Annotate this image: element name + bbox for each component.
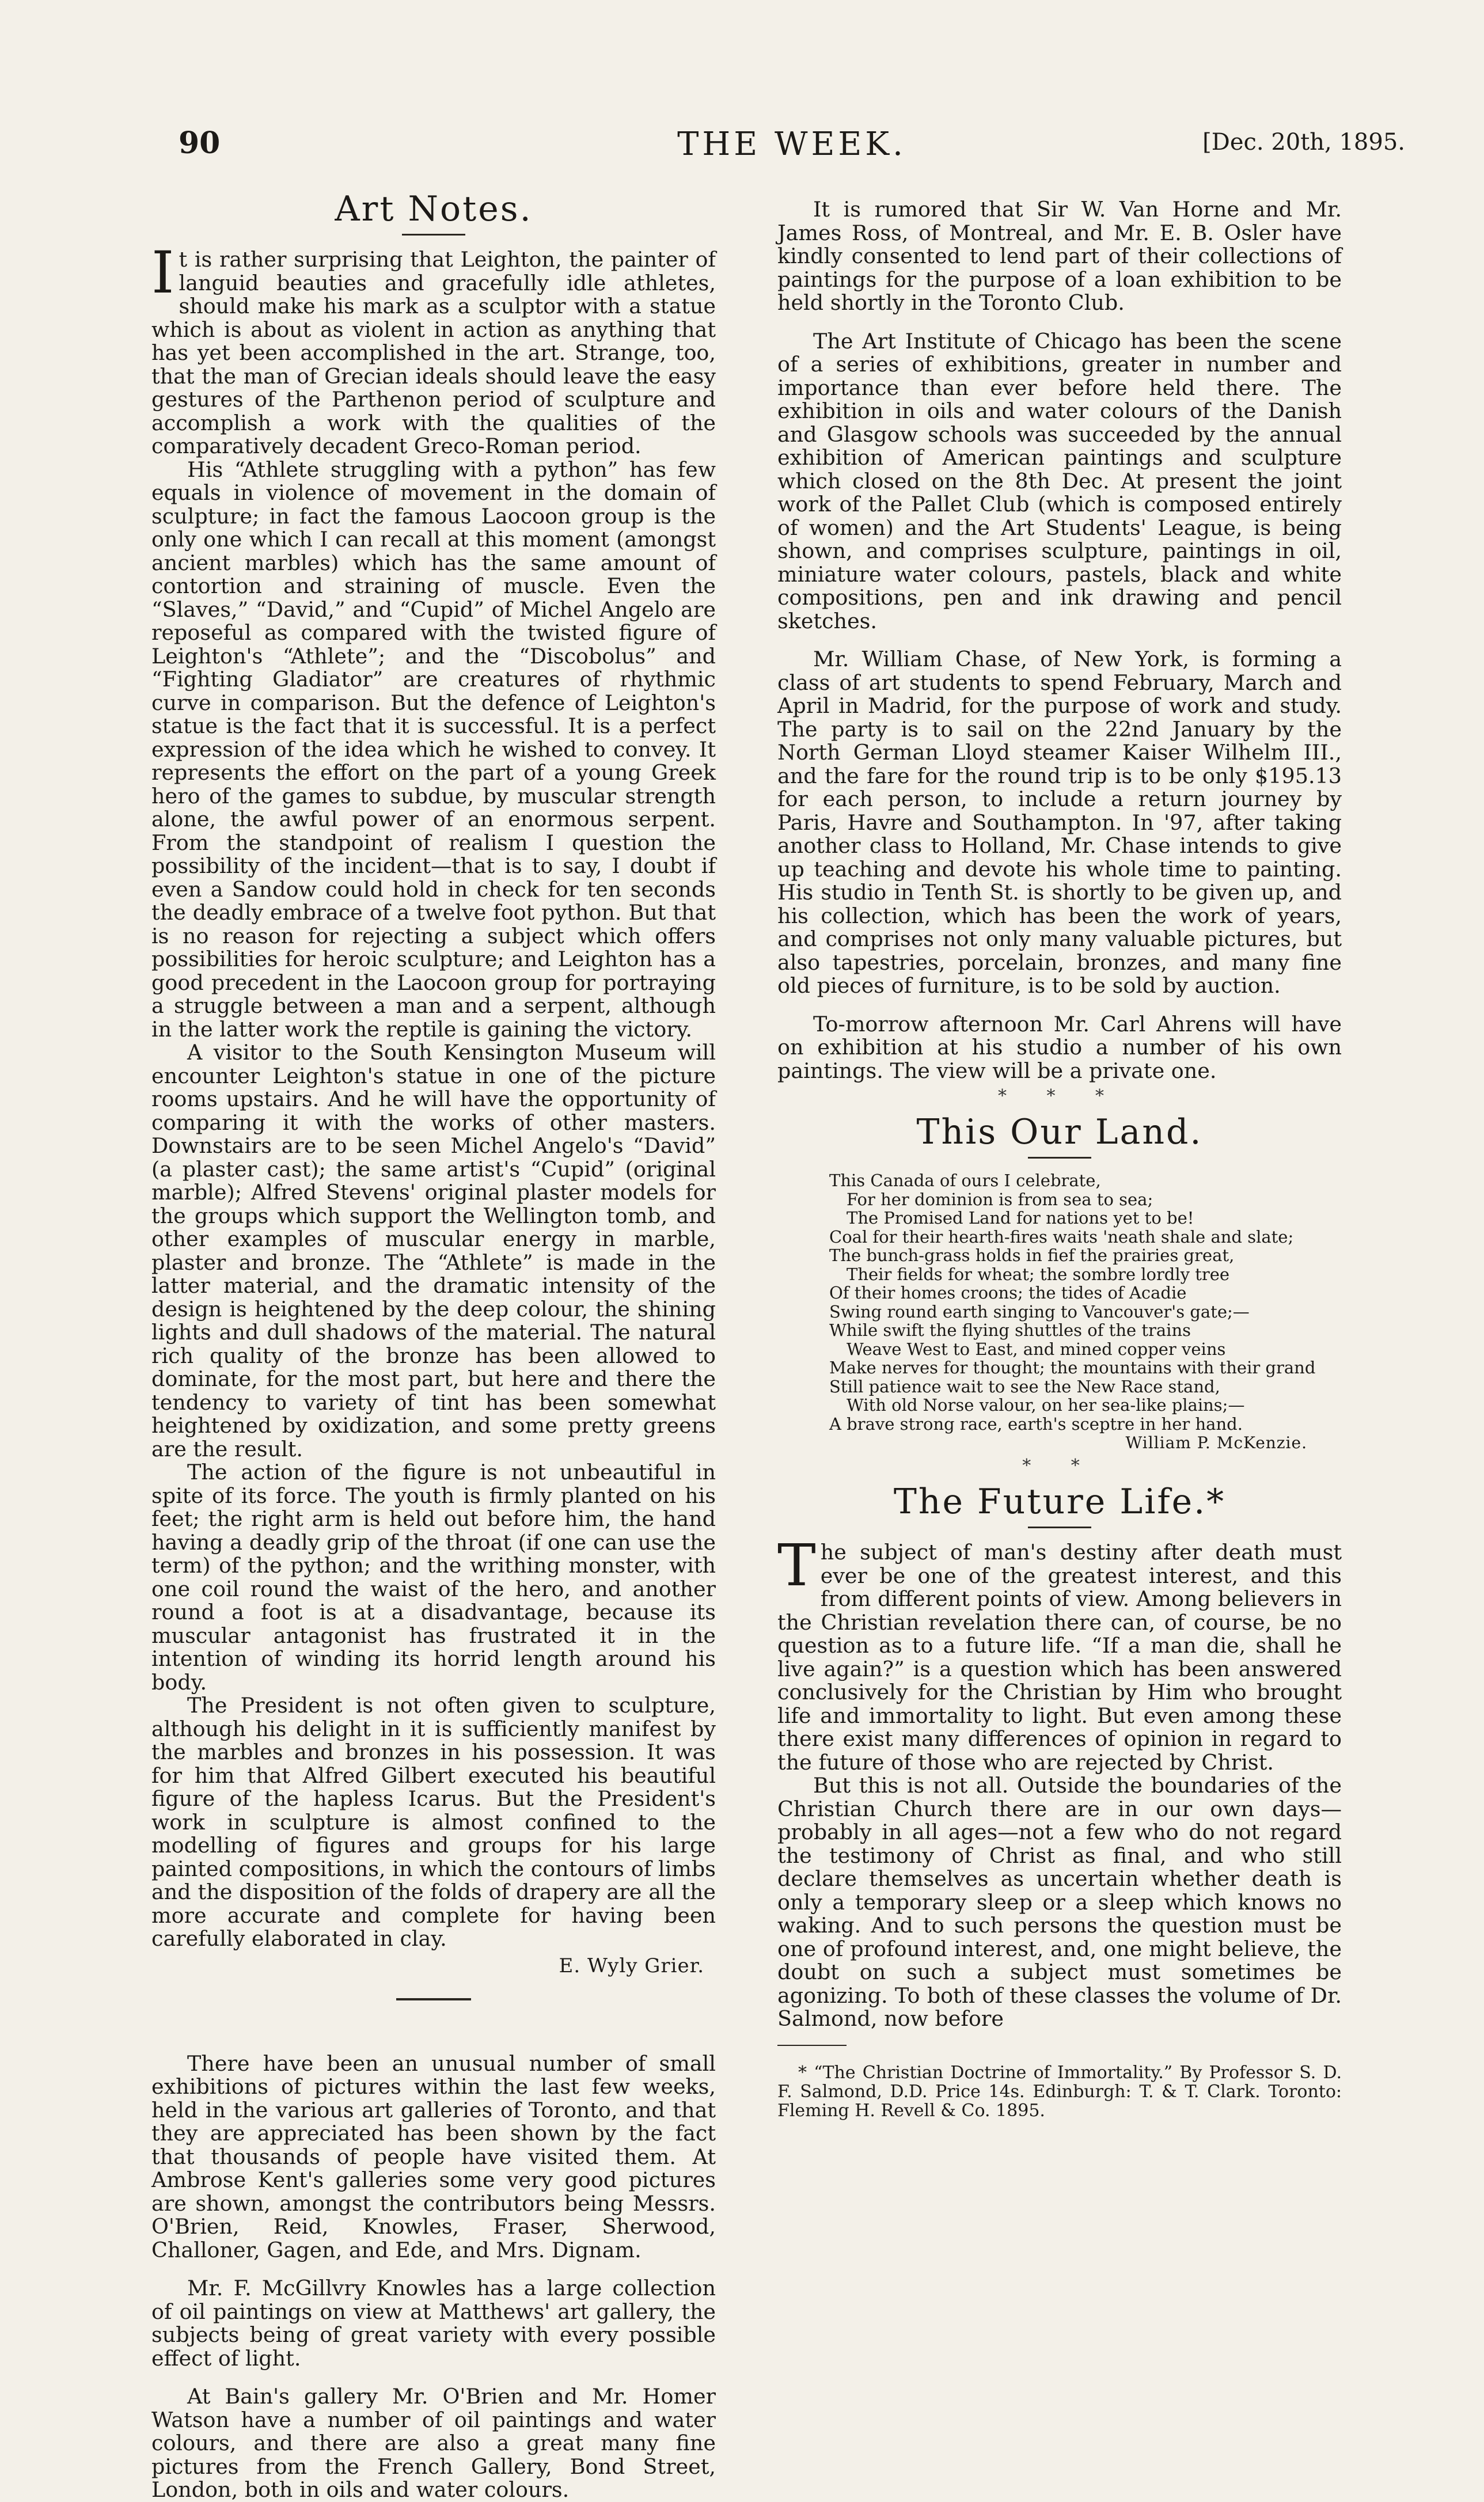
poem-line: While swift the flying shuttles of the trains — [829, 1320, 1191, 1340]
article-paragraph: It is rumored that Sir W. Van Horne and Mr. James Ross, of Montreal, and Mr. E. B. Osler have kindly consented to lend part of their collections of paintings for the purpose of a loan exhibition to be held shortly in the Toronto Club. — [777, 197, 1342, 315]
article-paragraph: A visitor to the South Kensington Museum will encounter Leighton's statue in one of the picture rooms upstairs. And he will have the opportunity of comparing it with the works of other masters. Downstairs are to be seen Michel Angelo's “David” (a plaster cast); the same artist's “Cupid” (original marble); Alfred Stevens' original plaster models for the groups which support the Wellington tomb, and other examples of muscular energy in marble, plaster and bronze. The “Athlete” is made in the latter material, and the dramatic intensity of the design is heightened by the deep colour, the shining lights and dull shadows of the material. The natural rich quality of the bronze has been allowed to dominate, for the most part, but here and there the tendency to variety of tint has been somewhat heightened by oxidization, and some pretty greens are the result. — [151, 1040, 716, 1461]
article-paragraph: To-morrow afternoon Mr. Carl Ahrens will have on exhibition at his studio a number of his own paintings. The view will be a private one. — [777, 1011, 1342, 1083]
article-paragraph: There have been an unusual number of small exhibitions of pictures within the last few weeks, held in the various art galleries of Toronto, and that they are appreciated has been shown by the fact that thousands of people have visited them. At Ambrose Kent's galleries some very good pictures are shown, amongst the contributors being Messrs. O'Brien, Reid, Knowles, Fraser, Sherwood, Challoner, Gagen, and Ede, and Mrs. Dignam. — [151, 2051, 716, 2262]
article-paragraph: His “Athlete struggling with a python” has few equals in violence of movement in the domain of sculpture; in fact the famous Laocoon group is the only one which I can recall at this moment (amongst ancient marbles) which has the same amount of contortion and straining of muscle. Even the “Slaves,” “David,” and “Cupid” of Michel Angelo are reposeful as compared with the twisted figure of Leighton's “Athlete”; and the “Discobolus” and “Fighting Gladiator” are creatures of rhythmic curve in comparison. But the defence of Leighton's statue is the fact that it is successful. It is a perfect expression of the idea which he wished to convey. It represents the effort on the part of a young Greek hero of the games to subdue, by muscular strength alone, the awful power of an enormous serpent. From the standpoint of realism I question the possibility of the incident—that is to say, I doubt if even a Sandow could hold in check for ten seconds the deadly embrace of a twelve foot python. But that is no reason for rejecting a subject which offers possibilities for heroic sculpture; and Leighton has a good precedent in the Laocoon group for portraying a struggle between a man and a serpent, although in the latter work the reptile is gaining the victory. — [151, 457, 716, 1042]
poem-line: Coal for their hearth-fires waits 'neath shale and slate; — [829, 1227, 1294, 1247]
poem-line: Their fields for wheat; the sombre lordly tree — [847, 1264, 1230, 1284]
poem-heading: This Our Land. — [916, 1112, 1203, 1152]
art-notes-heading: Art Notes. — [335, 189, 533, 229]
section-ornament: * * * — [997, 1086, 1122, 1106]
poem-line: With old Norse valour, on her sea-like plains;— — [847, 1395, 1245, 1415]
footnote: * “The Christian Doctrine of Immortality.” By Professor S. D. F. Salmond, D.D. Price 14s. Edinburgh: T. & T. Clark. Toronto: Fleming H. Revell & Co. 1895. — [777, 2062, 1342, 2121]
poem-line: The Promised Land for nations yet to be! — [847, 1208, 1194, 1228]
poem-line: Of their homes croons; the tides of Acadie — [829, 1283, 1187, 1303]
section-divider — [396, 1998, 471, 2000]
future-life-heading: The Future Life.* — [893, 1482, 1226, 1522]
poem-line: Make nerves for thought; the mountains with their grand — [829, 1358, 1316, 1377]
issue-date: [Dec. 20th, 1895. — [1202, 129, 1405, 155]
heading-rule — [402, 234, 465, 236]
article-paragraph: The President is not often given to sculpture, although his delight in it is sufficiently manifest by the marbles and bronzes in his possession. It was for him that Alfred Gilbert executed his beautiful figure of the hapless Icarus. But the President's work in sculpture is almost confined to the modelling of figures and groups for his large painted compositions, in which the contours of limbs and the disposition of the folds of drapery are all the more accurate and complete for having been carefully elaborated in clay. — [151, 1693, 716, 1951]
article-paragraph: The action of the figure is not unbeautiful in spite of its force. The youth is firmly planted on his feet; the right arm is held out before him, the hand having a deadly grip of the throat (if one can use the term) of the python; and the writhing monster, with one coil round the waist of the hero, and another round a foot is at a disadvantage, because its muscular antagonist has frustrated it in the intention of winding its horrid length around his body. — [151, 1460, 716, 1695]
poem-line: Still patience wait to see the New Race stand, — [829, 1376, 1220, 1396]
poem-line: A brave strong race, earth's sceptre in her hand. — [829, 1414, 1243, 1434]
article-paragraph: It is rather surprising that Leighton, the painter of languid beauties and gracefully idle athletes, should make his mark as a sculptor with a statue which is about as violent in action as anything that has yet been accomplished in the art. Strange, too, that the man of Grecian ideals should leave the easy gestures of the Parthenon period of sculpture and accomplish a work with the qualities of the comparatively decadent Greco-Roman period. — [151, 239, 716, 458]
article-paragraph: At Bain's gallery Mr. O'Brien and Mr. Homer Watson have a number of oil paintings and water colours, and there are also a great many fine pictures from the French Gallery, Bond Street, London, both in oils and water colours. — [151, 2384, 716, 2502]
section-ornament: * * — [1022, 1456, 1097, 1476]
article-paragraph: Mr. William Chase, of New York, is forming a class of art students to spend February, March and April in Madrid, for the purpose of work and study. The party is to sail on the 22nd January by the North German Lloyd steamer Kaiser Wilhelm III., and the fare for the round trip is to be only $195.13 for each person, to include a return journey by Paris, Havre and Southampton. In '97, after taking another class to Holland, Mr. Chase intends to give up teaching and devote his whole time to painting. His studio in Tenth St. is shortly to be given up, and his collection, which has been the work of years, and comprises not only many valuable pictures, but also tapestries, porcelain, bronzes, and many fine old pieces of furniture, is to be sold by auction. — [777, 647, 1342, 998]
article-paragraph: The subject of man's destiny after death must ever be one of the greatest interest, and this from different points of view. Among believers in the Christian revelation there can, of course, be no question as to a future life. “If a man die, shall he live again?” is a question which has been answered conclusively for the Christian by Him who brought life and immortality to light. But even among these there exist many differences of opinion in regard to the future of those who are rejected by Christ. — [777, 1532, 1342, 1775]
author-signature: E. Wyly Grier. — [559, 1954, 704, 1977]
poem-line: Weave West to East, and mined copper veins — [847, 1339, 1226, 1359]
poem-body — [829, 1171, 1342, 1433]
page-number: 90 — [179, 126, 221, 161]
footnote-rule — [777, 2045, 847, 2046]
heading-rule — [1028, 1157, 1091, 1159]
poem-line: Swing round earth singing to Vancouver's gate;— — [829, 1301, 1250, 1322]
heading-rule — [1028, 1527, 1091, 1528]
poem-signature: William P. McKenzie. — [1125, 1433, 1307, 1452]
poem-line: This Canada of ours I celebrate, — [829, 1171, 1101, 1190]
poem-line: For her dominion is from sea to sea; — [847, 1189, 1153, 1209]
article-paragraph: But this is not all. Outside the boundaries of the Christian Church there are in our own days—probably in all ages—not a few who do not regard the testimony of Christ as final, and who still declare themselves as uncertain whether death is only a temporary sleep or a sleep which knows no waking. And to such persons the question must be one of profound interest, and, one might believe, the doubt on such a subject must sometimes be agonizing. To both of these classes the volume of Dr. Salmond, now before — [777, 1773, 1342, 2031]
right-column — [777, 183, 1342, 2137]
article-paragraph: The Art Institute of Chicago has been the scene of a series of exhibitions, greater in number and importance than ever before held there. The exhibition in oils and water colours of the Danish and Glasgow schools was succeeded by the annual exhibition of American paintings and sculpture which closed on the 8th Dec. At present the joint work of the Pallet Club (which is composed entirely of women) and the Art Students' League, is being shown, and comprises sculpture, paintings in oil, miniature water colours, pastels, black and white compositions, pen and ink drawing and pencil sketches. — [777, 328, 1342, 633]
article-paragraph: Mr. F. McGillvry Knowles has a large collection of oil paintings on view at Matthews' art gallery, the subjects being of great variety with every possible effect of light. — [151, 2276, 716, 2371]
journal-title: THE WEEK. — [677, 126, 906, 163]
poem-line: The bunch-grass holds in fief the prairies great, — [829, 1246, 1235, 1265]
page-header — [179, 126, 1405, 166]
left-column — [151, 183, 716, 2502]
